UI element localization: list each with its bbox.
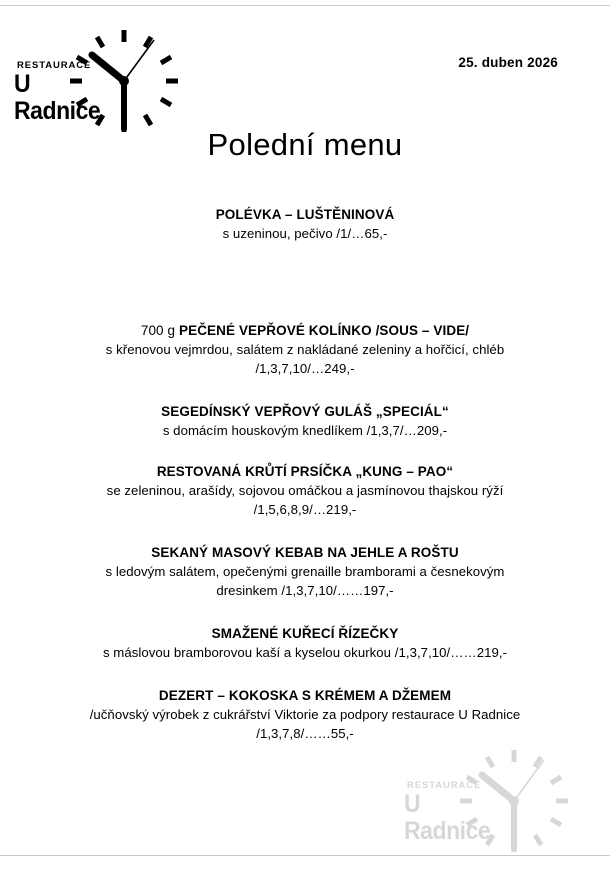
page-top-rule	[0, 5, 610, 6]
dish-description-line: s domácím houskovým knedlíkem /1,3,7/…209,-	[162, 423, 448, 438]
watermark-restaurace-text: RESTAURACE	[407, 780, 482, 791]
menu-content	[30, 205, 580, 743]
watermark-logo	[404, 742, 594, 854]
logo-restaurace-text: RESTAURACE	[17, 60, 92, 71]
dish-name: SEKANÝ MASOVÝ KEBAB NA JEHLE A ROŠTU	[151, 545, 459, 560]
watermark-wordmark	[404, 780, 516, 845]
dish-description-line: se zeleninou, arašídy, sojovou omáčkou a jasmínovou thajskou rýží	[106, 483, 504, 498]
menu-section-soup	[30, 205, 580, 243]
dish-name: SMAŽENÉ KUŘECÍ ŘÍZEČKY	[211, 626, 399, 641]
dish-title: PEČENÉ VEPŘOVÉ KOLÍNKO /SOUS – VIDE/	[178, 323, 470, 338]
soup-description: s uzeninou, pečivo /1/…65,-	[222, 226, 388, 241]
menu-item-5	[30, 624, 580, 662]
soup-name: POLÉVKA – LUŠTĚNINOVÁ	[215, 207, 395, 222]
spacer	[30, 243, 580, 321]
spacer	[30, 600, 580, 624]
spacer	[30, 519, 580, 543]
logo-uradnice-text: U Radnice	[14, 70, 101, 125]
dish-description-line: s máslovou bramborovou kaší a kyselou okurkou /1,3,7,10/……219,-	[102, 645, 508, 660]
spacer	[30, 378, 580, 402]
spacer	[30, 662, 580, 686]
watermark-uradnice-text: U Radnice	[404, 790, 491, 845]
dish-allergens-line: /1,3,7,10/…249,-	[255, 361, 355, 376]
menu-item-3	[30, 462, 580, 519]
dish-allergens-line: /1,5,6,8,9/…219,-	[253, 502, 357, 517]
spacer	[30, 440, 580, 462]
menu-item-dessert	[30, 686, 580, 743]
menu-date: 25. duben 2026	[458, 55, 558, 70]
dish-description-line: /učňovský výrobek z cukrářství Viktorie za podpory restaurace U Radnice	[89, 707, 521, 722]
logo-wordmark	[14, 60, 126, 125]
dish-name: DEZERT – KOKOSKA S KRÉMEM A DŽEMEM	[158, 688, 452, 703]
dish-allergens-line: dresinkem /1,3,7,10/……197,-	[216, 583, 394, 598]
restaurant-logo	[14, 22, 184, 142]
menu-item-4	[30, 543, 580, 600]
menu-item-2	[30, 402, 580, 440]
dish-allergens-line: /1,3,7,8/……55,-	[256, 726, 354, 741]
menu-item-1	[30, 321, 580, 378]
dish-description-line: s ledovým salátem, opečenými grenaille bramborami a česnekovým	[105, 564, 505, 579]
dish-name	[30, 321, 580, 340]
page-title: Polední menu	[207, 127, 403, 162]
dish-name: SEGEDÍNSKÝ VEPŘOVÝ GULÁŠ „SPECIÁL“	[161, 404, 449, 419]
dish-weight: 700 g	[140, 323, 179, 338]
dish-name: RESTOVANÁ KRŮTÍ PRSÍČKA „KUNG – PAO“	[156, 464, 454, 479]
dish-description-line: s křenovou vejmrdou, salátem z nakládané zeleniny a hořčicí, chléb	[105, 342, 505, 357]
